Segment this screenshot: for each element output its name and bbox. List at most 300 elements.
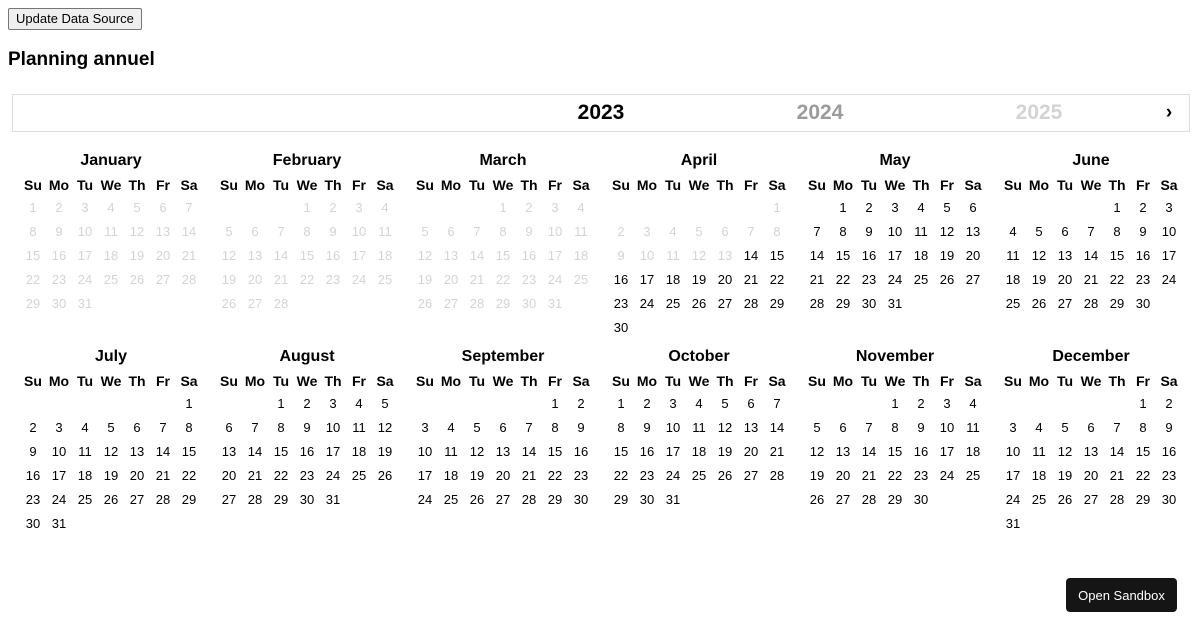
day-cell[interactable]: 5 (1061, 420, 1069, 435)
day-cell[interactable]: 12 (221, 248, 237, 263)
day-cell[interactable]: 17 (351, 248, 367, 263)
day-cell[interactable]: 9 (525, 224, 533, 239)
day-cell[interactable]: 22 (273, 468, 289, 483)
day-cell[interactable]: 30 (573, 492, 589, 507)
day-cell[interactable]: 11 (914, 224, 928, 239)
day-cell[interactable]: 7 (813, 224, 821, 239)
day-cell[interactable]: 9 (917, 420, 925, 435)
day-cell[interactable]: 27 (155, 272, 171, 287)
day-cell[interactable]: 12 (717, 420, 733, 435)
day-cell[interactable]: 9 (577, 420, 585, 435)
day-cell[interactable]: 8 (839, 224, 847, 239)
day-cell[interactable]: 24 (939, 468, 955, 483)
day-cell[interactable]: 22 (835, 272, 851, 287)
day-cell[interactable]: 19 (469, 468, 485, 483)
day-cell[interactable]: 8 (891, 420, 899, 435)
day-cell[interactable]: 26 (1057, 492, 1073, 507)
year-2023-selected[interactable]: 2023 (577, 101, 625, 124)
day-cell[interactable]: 24 (325, 468, 341, 483)
day-cell[interactable]: 11 (352, 420, 366, 435)
day-cell[interactable]: 19 (377, 444, 393, 459)
day-cell[interactable]: 21 (861, 468, 877, 483)
day-cell[interactable]: 25 (1005, 296, 1021, 311)
day-cell[interactable]: 20 (443, 272, 459, 287)
day-cell[interactable]: 3 (55, 420, 63, 435)
day-cell[interactable]: 31 (887, 296, 903, 311)
day-cell[interactable]: 12 (377, 420, 393, 435)
day-cell[interactable]: 5 (943, 200, 951, 215)
day-cell[interactable]: 1 (277, 396, 285, 411)
day-cell[interactable]: 20 (835, 468, 851, 483)
day-cell[interactable]: 31 (325, 492, 341, 507)
day-cell[interactable]: 3 (643, 224, 651, 239)
day-cell[interactable]: 7 (525, 420, 533, 435)
day-cell[interactable]: 2 (1165, 396, 1173, 411)
day-cell[interactable]: 29 (25, 296, 41, 311)
day-cell[interactable]: 29 (273, 492, 289, 507)
day-cell[interactable]: 21 (769, 444, 785, 459)
day-cell[interactable]: 16 (861, 248, 877, 263)
day-cell[interactable]: 11 (692, 420, 706, 435)
day-cell[interactable]: 9 (643, 420, 651, 435)
year-2024[interactable]: 2024 (796, 101, 844, 124)
day-cell[interactable]: 21 (1083, 272, 1099, 287)
day-cell[interactable]: 14 (247, 444, 263, 459)
day-cell[interactable]: 3 (329, 396, 337, 411)
day-cell[interactable]: 21 (469, 272, 485, 287)
day-cell[interactable]: 31 (51, 516, 67, 531)
day-cell[interactable]: 2 (865, 200, 873, 215)
day-cell[interactable]: 6 (969, 200, 977, 215)
day-cell[interactable]: 4 (669, 224, 677, 239)
day-cell[interactable]: 11 (574, 224, 588, 239)
day-cell[interactable]: 13 (129, 444, 145, 459)
day-cell[interactable]: 21 (155, 468, 171, 483)
day-cell[interactable]: 3 (1165, 200, 1173, 215)
day-cell[interactable]: 26 (221, 296, 237, 311)
day-cell[interactable]: 1 (617, 396, 625, 411)
day-cell[interactable]: 18 (377, 248, 393, 263)
day-cell[interactable]: 23 (521, 272, 537, 287)
day-cell[interactable]: 24 (1005, 492, 1021, 507)
day-cell[interactable]: 16 (25, 468, 41, 483)
day-cell[interactable]: 1 (1139, 396, 1147, 411)
day-cell[interactable]: 3 (81, 200, 89, 215)
day-cell[interactable]: 5 (133, 200, 141, 215)
day-cell[interactable]: 26 (417, 296, 433, 311)
day-cell[interactable]: 23 (1135, 272, 1151, 287)
day-cell[interactable]: 24 (665, 468, 681, 483)
day-cell[interactable]: 26 (939, 272, 955, 287)
day-cell[interactable]: 8 (185, 420, 193, 435)
day-cell[interactable]: 22 (1135, 468, 1151, 483)
day-cell[interactable]: 7 (473, 224, 481, 239)
day-cell[interactable]: 26 (717, 468, 733, 483)
day-cell[interactable]: 22 (769, 272, 785, 287)
day-cell[interactable]: 7 (1113, 420, 1121, 435)
day-cell[interactable]: 25 (77, 492, 93, 507)
update-data-source-button[interactable]: Update Data Source (8, 8, 142, 30)
day-cell[interactable]: 1 (1113, 200, 1121, 215)
day-cell[interactable]: 12 (809, 444, 825, 459)
day-cell[interactable]: 9 (55, 224, 63, 239)
day-cell[interactable]: 21 (181, 248, 197, 263)
day-cell[interactable]: 28 (521, 492, 537, 507)
day-cell[interactable]: 13 (443, 248, 459, 263)
day-cell[interactable]: 18 (77, 468, 93, 483)
day-cell[interactable]: 4 (695, 396, 703, 411)
day-cell[interactable]: 8 (1139, 420, 1147, 435)
day-cell[interactable]: 4 (81, 420, 89, 435)
day-cell[interactable]: 13 (835, 444, 851, 459)
day-cell[interactable]: 24 (639, 296, 655, 311)
day-cell[interactable]: 2 (1139, 200, 1147, 215)
day-cell[interactable]: 23 (325, 272, 341, 287)
day-cell[interactable]: 16 (573, 444, 589, 459)
day-cell[interactable]: 14 (469, 248, 485, 263)
day-cell[interactable]: 25 (691, 468, 707, 483)
day-cell[interactable]: 12 (129, 224, 145, 239)
day-cell[interactable]: 16 (613, 272, 629, 287)
day-cell[interactable]: 5 (721, 396, 729, 411)
day-cell[interactable]: 16 (1161, 444, 1177, 459)
day-cell[interactable]: 28 (809, 296, 825, 311)
day-cell[interactable]: 7 (865, 420, 873, 435)
day-cell[interactable]: 15 (769, 248, 785, 263)
day-cell[interactable]: 8 (1113, 224, 1121, 239)
day-cell[interactable]: 22 (887, 468, 903, 483)
day-cell[interactable]: 27 (1083, 492, 1099, 507)
day-cell[interactable]: 10 (51, 444, 67, 459)
day-cell[interactable]: 22 (547, 468, 563, 483)
day-cell[interactable]: 7 (747, 224, 755, 239)
day-cell[interactable]: 24 (547, 272, 563, 287)
day-cell[interactable]: 10 (639, 248, 655, 263)
day-cell[interactable]: 30 (639, 492, 655, 507)
day-cell[interactable]: 29 (547, 492, 563, 507)
day-cell[interactable]: 17 (77, 248, 93, 263)
day-cell[interactable]: 28 (181, 272, 197, 287)
day-cell[interactable]: 18 (913, 248, 929, 263)
day-cell[interactable]: 19 (129, 248, 145, 263)
day-cell[interactable]: 30 (1135, 296, 1151, 311)
day-cell[interactable]: 3 (891, 200, 899, 215)
day-cell[interactable]: 22 (495, 272, 511, 287)
day-cell[interactable]: 29 (887, 492, 903, 507)
day-cell[interactable]: 14 (181, 224, 197, 239)
day-cell[interactable]: 27 (247, 296, 263, 311)
day-cell[interactable]: 6 (447, 224, 455, 239)
day-cell[interactable]: 20 (129, 468, 145, 483)
day-cell[interactable]: 21 (809, 272, 825, 287)
day-cell[interactable]: 6 (721, 224, 729, 239)
day-cell[interactable]: 12 (469, 444, 485, 459)
day-cell[interactable]: 13 (965, 224, 981, 239)
day-cell[interactable]: 14 (521, 444, 537, 459)
day-cell[interactable]: 10 (547, 224, 563, 239)
day-cell[interactable]: 29 (1135, 492, 1151, 507)
day-cell[interactable]: 26 (469, 492, 485, 507)
day-cell[interactable]: 17 (939, 444, 955, 459)
day-cell[interactable]: 18 (443, 468, 459, 483)
day-cell[interactable]: 11 (444, 444, 458, 459)
day-cell[interactable]: 25 (103, 272, 119, 287)
day-cell[interactable]: 29 (495, 296, 511, 311)
day-cell[interactable]: 18 (1031, 468, 1047, 483)
day-cell[interactable]: 23 (51, 272, 67, 287)
day-cell[interactable]: 6 (499, 420, 507, 435)
day-cell[interactable]: 9 (329, 224, 337, 239)
day-cell[interactable]: 23 (299, 468, 315, 483)
day-cell[interactable]: 27 (495, 492, 511, 507)
day-cell[interactable]: 1 (499, 200, 507, 215)
day-cell[interactable]: 11 (104, 224, 118, 239)
day-cell[interactable]: 13 (495, 444, 511, 459)
day-cell[interactable]: 25 (443, 492, 459, 507)
day-cell[interactable]: 10 (665, 420, 681, 435)
day-cell[interactable]: 17 (1161, 248, 1177, 263)
day-cell[interactable]: 3 (943, 396, 951, 411)
day-cell[interactable]: 25 (1031, 492, 1047, 507)
day-cell[interactable]: 13 (743, 420, 759, 435)
day-cell[interactable]: 17 (417, 468, 433, 483)
day-cell[interactable]: 14 (273, 248, 289, 263)
day-cell[interactable]: 16 (325, 248, 341, 263)
day-cell[interactable]: 2 (617, 224, 625, 239)
day-cell[interactable]: 19 (221, 272, 237, 287)
day-cell[interactable]: 10 (939, 420, 955, 435)
day-cell[interactable]: 28 (769, 468, 785, 483)
day-cell[interactable]: 26 (103, 492, 119, 507)
day-cell[interactable]: 23 (639, 468, 655, 483)
day-cell[interactable]: 1 (551, 396, 559, 411)
day-cell[interactable]: 22 (181, 468, 197, 483)
day-cell[interactable]: 10 (325, 420, 341, 435)
day-cell[interactable]: 13 (155, 224, 171, 239)
day-cell[interactable]: 19 (103, 468, 119, 483)
day-cell[interactable]: 15 (273, 444, 289, 459)
day-cell[interactable]: 15 (181, 444, 197, 459)
day-cell[interactable]: 3 (551, 200, 559, 215)
day-cell[interactable]: 19 (691, 272, 707, 287)
day-cell[interactable]: 8 (551, 420, 559, 435)
day-cell[interactable]: 20 (495, 468, 511, 483)
day-cell[interactable]: 16 (299, 444, 315, 459)
day-cell[interactable]: 9 (303, 420, 311, 435)
day-cell[interactable]: 2 (525, 200, 533, 215)
day-cell[interactable]: 1 (891, 396, 899, 411)
day-cell[interactable]: 31 (665, 492, 681, 507)
day-cell[interactable]: 17 (887, 248, 903, 263)
day-cell[interactable]: 27 (717, 296, 733, 311)
day-cell[interactable]: 11 (966, 420, 980, 435)
day-cell[interactable]: 5 (107, 420, 115, 435)
day-cell[interactable]: 29 (181, 492, 197, 507)
day-cell[interactable]: 16 (51, 248, 67, 263)
day-cell[interactable]: 18 (665, 272, 681, 287)
day-cell[interactable]: 28 (1083, 296, 1099, 311)
day-cell[interactable]: 4 (107, 200, 115, 215)
day-cell[interactable]: 24 (1161, 272, 1177, 287)
day-cell[interactable]: 9 (1139, 224, 1147, 239)
day-cell[interactable]: 27 (1057, 296, 1073, 311)
day-cell[interactable]: 14 (1083, 248, 1099, 263)
day-cell[interactable]: 20 (717, 272, 733, 287)
day-cell[interactable]: 7 (251, 420, 259, 435)
day-cell[interactable]: 17 (325, 444, 341, 459)
day-cell[interactable]: 20 (965, 248, 981, 263)
day-cell[interactable]: 11 (1006, 248, 1020, 263)
day-cell[interactable]: 20 (1057, 272, 1073, 287)
day-cell[interactable]: 18 (351, 444, 367, 459)
day-cell[interactable]: 14 (1109, 444, 1125, 459)
day-cell[interactable]: 16 (1135, 248, 1151, 263)
day-cell[interactable]: 9 (865, 224, 873, 239)
day-cell[interactable]: 17 (51, 468, 67, 483)
day-cell[interactable]: 1 (303, 200, 311, 215)
day-cell[interactable]: 13 (717, 248, 733, 263)
day-cell[interactable]: 10 (417, 444, 433, 459)
day-cell[interactable]: 20 (1083, 468, 1099, 483)
day-cell[interactable]: 2 (643, 396, 651, 411)
day-cell[interactable]: 5 (813, 420, 821, 435)
day-cell[interactable]: 16 (913, 444, 929, 459)
next-year-chevron-icon[interactable]: › (1165, 102, 1173, 123)
day-cell[interactable]: 28 (743, 296, 759, 311)
day-cell[interactable]: 21 (521, 468, 537, 483)
day-cell[interactable]: 12 (1031, 248, 1047, 263)
day-cell[interactable]: 25 (377, 272, 393, 287)
day-cell[interactable]: 30 (861, 296, 877, 311)
day-cell[interactable]: 9 (29, 444, 37, 459)
day-cell[interactable]: 6 (747, 396, 755, 411)
day-cell[interactable]: 24 (351, 272, 367, 287)
day-cell[interactable]: 24 (77, 272, 93, 287)
day-cell[interactable]: 26 (1031, 296, 1047, 311)
day-cell[interactable]: 3 (669, 396, 677, 411)
day-cell[interactable]: 27 (835, 492, 851, 507)
day-cell[interactable]: 30 (51, 296, 67, 311)
day-cell[interactable]: 20 (247, 272, 263, 287)
day-cell[interactable]: 21 (743, 272, 759, 287)
day-cell[interactable]: 5 (381, 396, 389, 411)
day-cell[interactable]: 14 (743, 248, 759, 263)
day-cell[interactable]: 4 (447, 420, 455, 435)
day-cell[interactable]: 7 (1087, 224, 1095, 239)
day-cell[interactable]: 1 (773, 200, 781, 215)
day-cell[interactable]: 24 (417, 492, 433, 507)
day-cell[interactable]: 28 (1109, 492, 1125, 507)
day-cell[interactable]: 24 (51, 492, 67, 507)
day-cell[interactable]: 6 (1087, 420, 1095, 435)
day-cell[interactable]: 10 (351, 224, 367, 239)
day-cell[interactable]: 15 (495, 248, 511, 263)
day-cell[interactable]: 17 (547, 248, 563, 263)
day-cell[interactable]: 8 (773, 224, 781, 239)
day-cell[interactable]: 12 (691, 248, 707, 263)
day-cell[interactable]: 25 (665, 296, 681, 311)
day-cell[interactable]: 29 (613, 492, 629, 507)
day-cell[interactable]: 27 (443, 296, 459, 311)
day-cell[interactable]: 12 (939, 224, 955, 239)
day-cell[interactable]: 11 (378, 224, 392, 239)
day-cell[interactable]: 3 (421, 420, 429, 435)
day-cell[interactable]: 20 (221, 468, 237, 483)
day-cell[interactable]: 23 (1161, 468, 1177, 483)
day-cell[interactable]: 16 (521, 248, 537, 263)
day-cell[interactable]: 2 (577, 396, 585, 411)
day-cell[interactable]: 15 (547, 444, 563, 459)
day-cell[interactable]: 3 (1009, 420, 1017, 435)
day-cell[interactable]: 28 (247, 492, 263, 507)
day-cell[interactable]: 4 (577, 200, 585, 215)
day-cell[interactable]: 18 (573, 248, 589, 263)
day-cell[interactable]: 31 (547, 296, 563, 311)
day-cell[interactable]: 29 (1109, 296, 1125, 311)
day-cell[interactable]: 26 (691, 296, 707, 311)
day-cell[interactable]: 4 (969, 396, 977, 411)
day-cell[interactable]: 11 (666, 248, 680, 263)
day-cell[interactable]: 8 (29, 224, 37, 239)
day-cell[interactable]: 5 (1035, 224, 1043, 239)
day-cell[interactable]: 15 (25, 248, 41, 263)
day-cell[interactable]: 29 (769, 296, 785, 311)
day-cell[interactable]: 30 (1161, 492, 1177, 507)
day-cell[interactable]: 8 (617, 420, 625, 435)
day-cell[interactable]: 19 (1057, 468, 1073, 483)
day-cell[interactable]: 5 (473, 420, 481, 435)
day-cell[interactable]: 19 (717, 444, 733, 459)
day-cell[interactable]: 7 (185, 200, 193, 215)
day-cell[interactable]: 6 (839, 420, 847, 435)
day-cell[interactable]: 1 (185, 396, 193, 411)
day-cell[interactable]: 15 (835, 248, 851, 263)
day-cell[interactable]: 30 (913, 492, 929, 507)
day-cell[interactable]: 28 (273, 296, 289, 311)
day-cell[interactable]: 8 (499, 224, 507, 239)
day-cell[interactable]: 4 (917, 200, 925, 215)
day-cell[interactable]: 11 (78, 444, 92, 459)
day-cell[interactable]: 25 (913, 272, 929, 287)
day-cell[interactable]: 4 (1009, 224, 1017, 239)
day-cell[interactable]: 21 (273, 272, 289, 287)
day-cell[interactable]: 27 (965, 272, 981, 287)
day-cell[interactable]: 23 (913, 468, 929, 483)
day-cell[interactable]: 15 (1135, 444, 1151, 459)
day-cell[interactable]: 13 (247, 248, 263, 263)
day-cell[interactable]: 26 (809, 492, 825, 507)
day-cell[interactable]: 19 (1031, 272, 1047, 287)
day-cell[interactable]: 6 (1061, 224, 1069, 239)
day-cell[interactable]: 31 (1005, 516, 1021, 531)
day-cell[interactable]: 25 (351, 468, 367, 483)
day-cell[interactable]: 18 (965, 444, 981, 459)
day-cell[interactable]: 26 (377, 468, 393, 483)
day-cell[interactable]: 19 (939, 248, 955, 263)
day-cell[interactable]: 6 (225, 420, 233, 435)
day-cell[interactable]: 5 (695, 224, 703, 239)
day-cell[interactable]: 16 (639, 444, 655, 459)
day-cell[interactable]: 20 (743, 444, 759, 459)
open-sandbox-button[interactable]: Open Sandbox (1066, 578, 1177, 612)
day-cell[interactable]: 28 (861, 492, 877, 507)
day-cell[interactable]: 28 (469, 296, 485, 311)
day-cell[interactable]: 14 (155, 444, 171, 459)
day-cell[interactable]: 30 (299, 492, 315, 507)
day-cell[interactable]: 26 (129, 272, 145, 287)
day-cell[interactable]: 4 (381, 200, 389, 215)
day-cell[interactable]: 2 (329, 200, 337, 215)
